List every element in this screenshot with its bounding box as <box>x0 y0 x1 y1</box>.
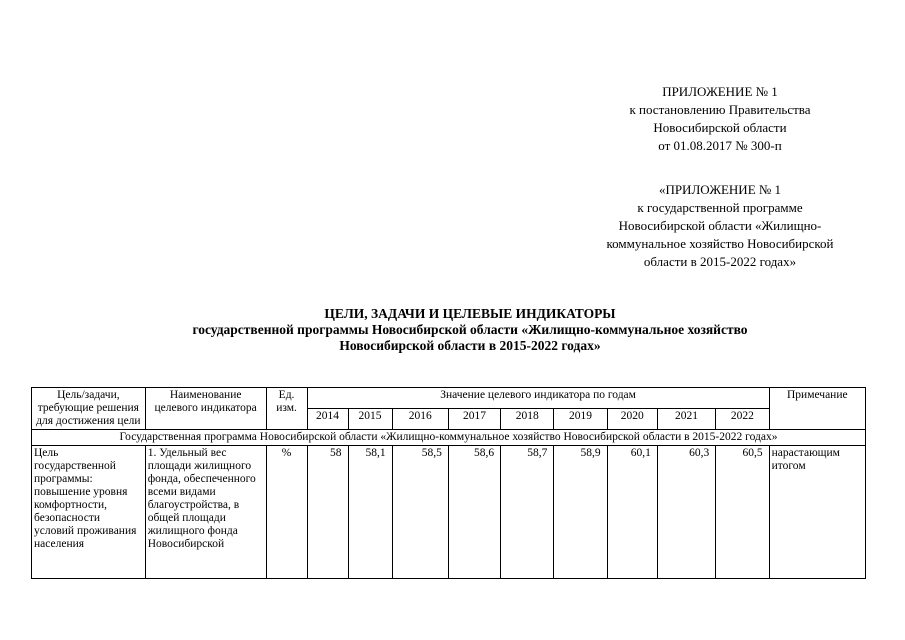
table-row <box>32 446 866 579</box>
goal-cell: Цель государственной программы: повышение уровня комфортности, безопасности условий проживания населения <box>32 446 146 579</box>
program-row <box>32 430 866 446</box>
value-cell: 60,1 <box>607 446 657 579</box>
program-name-cell: Государственная программа Новосибирской области «Жилищно-коммунальное хозяйство Новосибирской области в 2015-2022 годах» <box>32 430 866 446</box>
indicator-cell: 1. Удельный вес площади жилищного фонда, обеспеченного всеми видами благоустройства, в общей площади жилищного фонда Новосибирской <box>145 446 266 579</box>
value-cell: 58 <box>307 446 348 579</box>
year-header: 2020 <box>607 409 657 430</box>
year-header: 2015 <box>348 409 392 430</box>
header-unit: Ед. изм. <box>266 388 307 430</box>
document-title <box>60 306 880 354</box>
value-cell: 58,9 <box>554 446 607 579</box>
appendix-header-line2: к постановлению Правительства <box>629 102 811 117</box>
appendix-header <box>575 83 865 155</box>
year-header: 2022 <box>716 409 769 430</box>
appendix-header-line3: Новосибирской области <box>653 120 787 135</box>
appendix-inner-line1: «ПРИЛОЖЕНИЕ № 1 <box>658 182 782 197</box>
appendix-inner-line3: Новосибирской области «Жилищно- <box>618 218 822 233</box>
year-header: 2019 <box>554 409 607 430</box>
header-indicator: Наименование целевого индикатора <box>145 388 266 430</box>
value-cell: 58,1 <box>348 446 392 579</box>
unit-cell: % <box>266 446 307 579</box>
value-cell: 58,5 <box>392 446 448 579</box>
appendix-header-line4: от 01.08.2017 № 300-п <box>658 138 782 153</box>
appendix-header-line1: ПРИЛОЖЕНИЕ № 1 <box>662 84 778 99</box>
value-cell: 60,5 <box>716 446 769 579</box>
title-line3: Новосибирской области в 2015-2022 годах» <box>339 338 601 353</box>
title-line1: ЦЕЛИ, ЗАДАЧИ И ЦЕЛЕВЫЕ ИНДИКАТОРЫ <box>324 306 616 321</box>
appendix-inner-line2: к государственной программе <box>637 200 803 215</box>
year-header: 2021 <box>657 409 715 430</box>
year-header: 2014 <box>307 409 348 430</box>
appendix-inner-line4: коммунальное хозяйство Новосибирской <box>606 236 834 251</box>
appendix-inner-line5: области в 2015-2022 годах» <box>643 254 797 269</box>
header-note: Примечание <box>769 388 865 430</box>
year-header: 2016 <box>392 409 448 430</box>
year-header: 2018 <box>501 409 554 430</box>
header-values-group: Значение целевого индикатора по годам <box>307 388 769 409</box>
value-cell: 58,7 <box>501 446 554 579</box>
header-goal: Цель/задачи, требующие решения для достижения цели <box>32 388 146 430</box>
note-cell: нарастающим итогом <box>769 446 865 579</box>
indicators-table <box>31 387 866 579</box>
value-cell: 58,6 <box>448 446 500 579</box>
appendix-inner <box>575 181 865 271</box>
year-header: 2017 <box>448 409 500 430</box>
title-line2: государственной программы Новосибирской области «Жилищно-коммунальное хозяйство <box>192 322 748 337</box>
value-cell: 60,3 <box>657 446 715 579</box>
